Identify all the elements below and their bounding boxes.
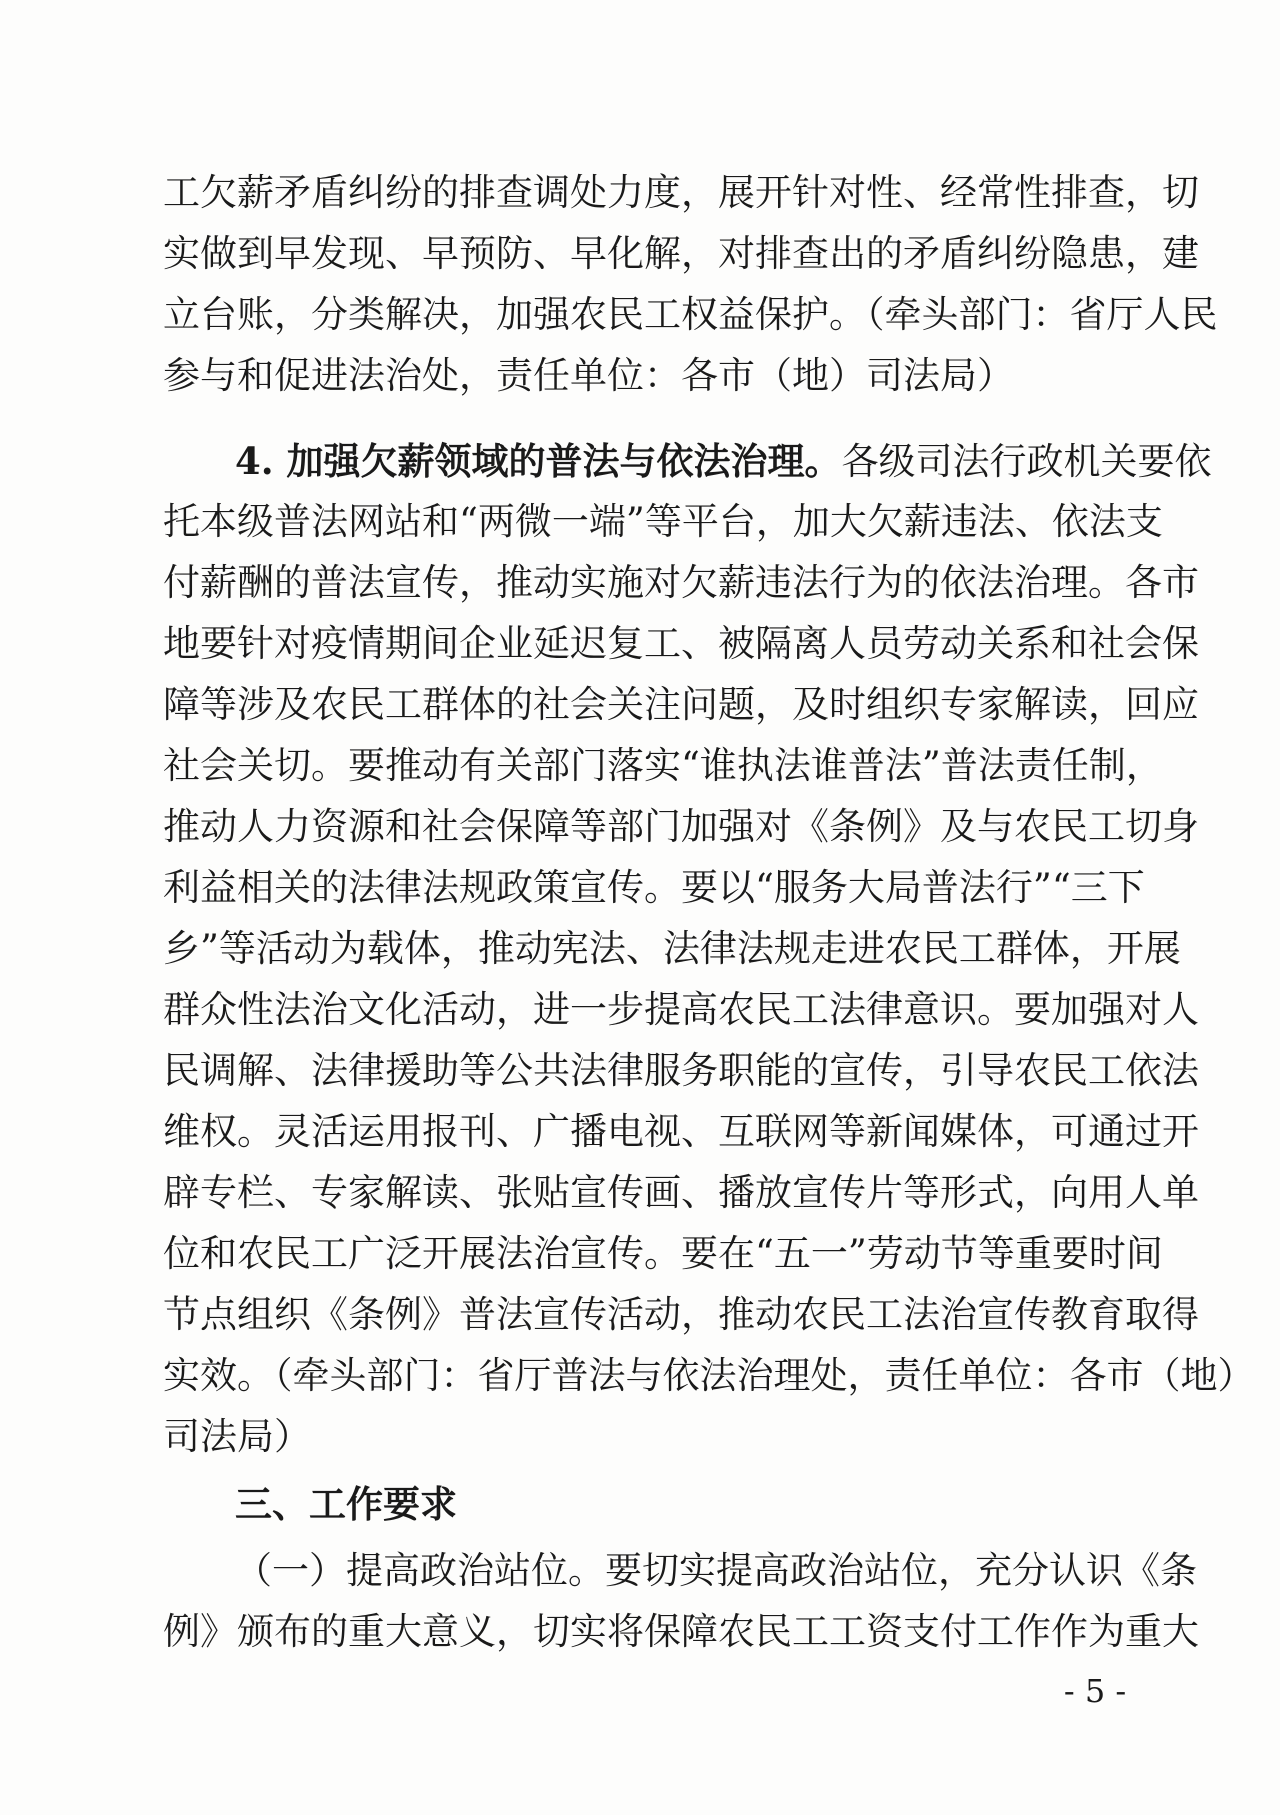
body-line: 地要针对疫情期间企业延迟复工、被隔离人员劳动关系和社会保 — [163, 622, 1199, 665]
section-4-heading: 4. 加强欠薪领域的普法与依法治理。 — [235, 439, 842, 483]
body-line: 民调解、法律援助等公共法律服务职能的宣传，引导农民工依法 — [163, 1049, 1199, 1092]
body-line: 乡”等活动为载体，推动宪法、法律法规走进农民工群体，开展 — [163, 927, 1181, 970]
section-4-first-line-text: 各级司法行政机关要依 — [841, 440, 1212, 483]
section-4-first-line — [235, 430, 1212, 492]
body-line: 实做到早发现、早预防、早化解，对排查出的矛盾纠纷隐患，建 — [163, 232, 1199, 275]
body-line: 参与和促进法治处，责任单位：各市（地）司法局） — [163, 354, 1014, 397]
body-line: 辟专栏、专家解读、张贴宣传画、播放宣传片等形式，向用人单 — [163, 1171, 1199, 1214]
body-line: 例》颁布的重大意义，切实将保障农民工工资支付工作作为重大 — [163, 1610, 1199, 1653]
body-line: 群众性法治文化活动，进一步提高农民工法律意识。要加强对人 — [163, 988, 1199, 1031]
body-line: 工欠薪矛盾纠纷的排查调处力度，展开针对性、经常性排查，切 — [163, 171, 1199, 214]
section-3-heading: 三、工作要求 — [235, 1483, 457, 1526]
body-line: 立台账，分类解决，加强农民工权益保护。（牵头部门：省厅人民 — [163, 293, 1218, 336]
body-line: 托本级普法网站和“两微一端”等平台，加大欠薪违法、依法支 — [163, 500, 1163, 543]
body-line: 节点组织《条例》普法宣传活动，推动农民工法治宣传教育取得 — [163, 1293, 1199, 1336]
body-line: 实效。（牵头部门：省厅普法与依法治理处，责任单位：各市（地） — [163, 1354, 1255, 1397]
body-line: 位和农民工广泛开展法治宣传。要在“五一”劳动节等重要时间 — [163, 1232, 1163, 1275]
body-line: （一）提高政治站位。要切实提高政治站位，充分认识《条 — [235, 1549, 1197, 1592]
body-line: 社会关切。要推动有关部门落实“谁执法谁普法”普法责任制， — [163, 744, 1163, 787]
body-line: 推动人力资源和社会保障等部门加强对《条例》及与农民工切身 — [163, 805, 1199, 848]
body-line: 维权。灵活运用报刊、广播电视、互联网等新闻媒体，可通过开 — [163, 1110, 1199, 1153]
body-line: 障等涉及农民工群体的社会关注问题，及时组织专家解读，回应 — [163, 683, 1199, 726]
body-line: 司法局） — [163, 1415, 311, 1458]
page-number: - 5 - — [1063, 1672, 1127, 1710]
body-line: 利益相关的法律法规政策宣传。要以“服务大局普法行”“三下 — [163, 866, 1145, 909]
body-line: 付薪酬的普法宣传，推动实施对欠薪违法行为的依法治理。各市 — [163, 561, 1199, 604]
